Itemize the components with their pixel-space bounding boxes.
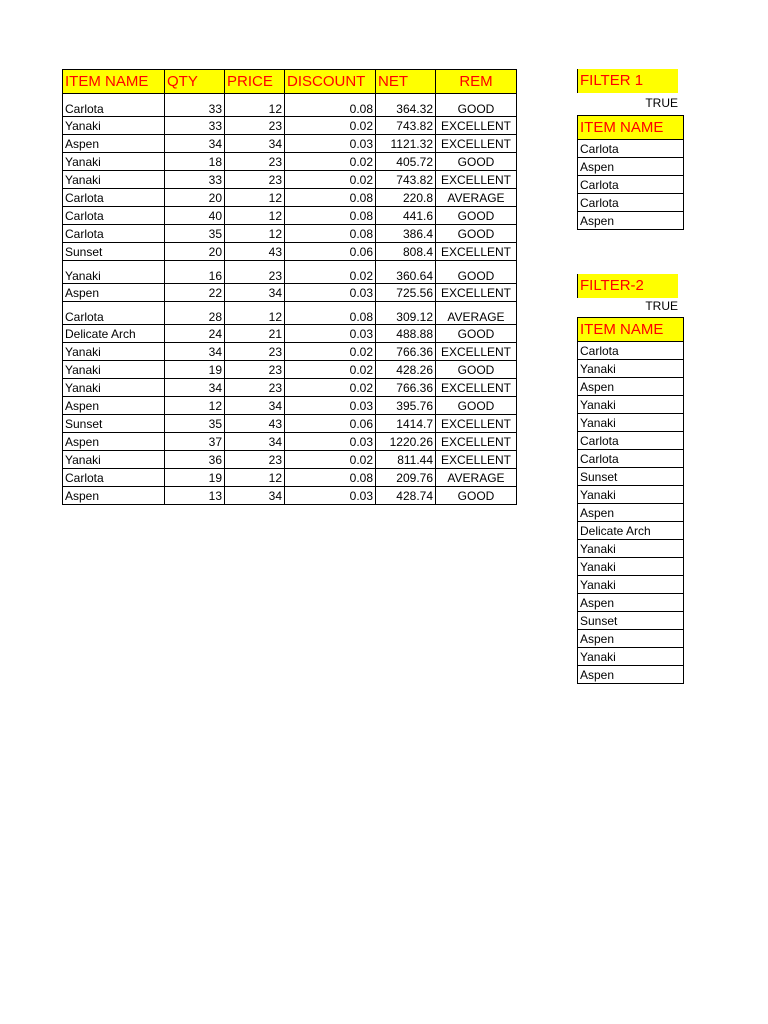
net-cell[interactable]: 1414.7 (376, 415, 436, 433)
discount-cell[interactable]: 0.02 (285, 343, 376, 361)
list-item (578, 522, 684, 540)
qty-cell[interactable]: 34 (165, 343, 225, 361)
filter1-item-cell[interactable]: Carlota (578, 176, 684, 194)
qty-cell[interactable]: 16 (165, 261, 225, 284)
filter2-title: FILTER-2 (577, 274, 678, 298)
list-item (578, 666, 684, 684)
price-cell[interactable]: 34 (225, 487, 285, 505)
qty-cell[interactable]: 34 (165, 379, 225, 397)
price-cell[interactable]: 23 (225, 361, 285, 379)
table-row (63, 243, 517, 261)
filter1-result-table (577, 115, 684, 230)
list-item (578, 432, 684, 450)
rem-cell[interactable]: GOOD (436, 261, 517, 284)
filter1-item-cell[interactable]: Aspen (578, 158, 684, 176)
price-cell[interactable]: 21 (225, 325, 285, 343)
discount-cell[interactable]: 0.03 (285, 284, 376, 302)
rem-cell[interactable]: AVERAGE (436, 189, 517, 207)
discount-cell[interactable]: 0.03 (285, 433, 376, 451)
list-item (578, 648, 684, 666)
table-row (63, 379, 517, 397)
list-item (578, 396, 684, 414)
item-name-cell[interactable]: Carlota (63, 302, 165, 325)
discount-header: DISCOUNT (285, 70, 376, 94)
discount-cell[interactable]: 0.03 (285, 135, 376, 153)
rem-cell[interactable]: EXCELLENT (436, 117, 517, 135)
net-cell[interactable]: 220.8 (376, 189, 436, 207)
filter1-item-name-header: ITEM NAME (578, 116, 684, 140)
qty-cell[interactable]: 40 (165, 207, 225, 225)
table-row (63, 415, 517, 433)
table-row (63, 225, 517, 243)
discount-cell[interactable]: 0.02 (285, 261, 376, 284)
filter2-item-cell[interactable]: Sunset (578, 468, 684, 486)
qty-cell[interactable]: 12 (165, 397, 225, 415)
rem-cell[interactable]: EXCELLENT (436, 284, 517, 302)
list-item (578, 342, 684, 360)
list-item (578, 194, 684, 212)
price-cell[interactable]: 23 (225, 343, 285, 361)
item-name-cell[interactable]: Yanaki (63, 379, 165, 397)
discount-cell[interactable]: 0.03 (285, 397, 376, 415)
item-name-cell[interactable]: Yanaki (63, 361, 165, 379)
table-row (63, 451, 517, 469)
price-cell[interactable]: 12 (225, 207, 285, 225)
discount-cell[interactable]: 0.02 (285, 117, 376, 135)
net-cell[interactable]: 743.82 (376, 171, 436, 189)
net-cell[interactable]: 395.76 (376, 397, 436, 415)
rem-header: REM (436, 70, 517, 94)
filter2-item-cell[interactable]: Aspen (578, 630, 684, 648)
table-row (63, 302, 517, 325)
price-cell[interactable]: 34 (225, 135, 285, 153)
item-name-cell[interactable]: Sunset (63, 243, 165, 261)
rem-cell[interactable]: AVERAGE (436, 302, 517, 325)
item-name-cell[interactable]: Carlota (63, 225, 165, 243)
rem-cell[interactable]: GOOD (436, 361, 517, 379)
rem-cell[interactable]: EXCELLENT (436, 171, 517, 189)
net-cell[interactable]: 766.36 (376, 379, 436, 397)
net-cell[interactable]: 1220.26 (376, 433, 436, 451)
rem-cell[interactable]: EXCELLENT (436, 415, 517, 433)
net-cell[interactable]: 811.44 (376, 451, 436, 469)
table-row (63, 361, 517, 379)
net-cell[interactable]: 360.64 (376, 261, 436, 284)
item-name-cell[interactable]: Aspen (63, 284, 165, 302)
filter1-item-cell[interactable]: Carlota (578, 140, 684, 158)
price-cell[interactable]: 12 (225, 189, 285, 207)
rem-cell[interactable]: EXCELLENT (436, 433, 517, 451)
rem-cell[interactable]: GOOD (436, 225, 517, 243)
discount-cell[interactable]: 0.08 (285, 189, 376, 207)
rem-cell[interactable]: GOOD (436, 487, 517, 505)
rem-cell[interactable]: AVERAGE (436, 469, 517, 487)
list-item (578, 486, 684, 504)
table-row (63, 189, 517, 207)
qty-cell[interactable]: 24 (165, 325, 225, 343)
table-row (63, 469, 517, 487)
price-cell[interactable]: 12 (225, 302, 285, 325)
price-cell[interactable]: 23 (225, 261, 285, 284)
qty-cell[interactable]: 36 (165, 451, 225, 469)
discount-cell[interactable]: 0.08 (285, 302, 376, 325)
price-cell[interactable]: 23 (225, 379, 285, 397)
price-cell[interactable]: 23 (225, 171, 285, 189)
discount-cell[interactable]: 0.02 (285, 153, 376, 171)
filter1-title: FILTER 1 (577, 69, 678, 93)
filter2-item-cell[interactable]: Aspen (578, 378, 684, 396)
filter2-item-name-header: ITEM NAME (578, 318, 684, 342)
list-item (578, 450, 684, 468)
qty-cell[interactable]: 20 (165, 189, 225, 207)
price-cell[interactable]: 43 (225, 243, 285, 261)
filter2-item-cell[interactable]: Aspen (578, 666, 684, 684)
net-cell[interactable]: 441.6 (376, 207, 436, 225)
price-cell[interactable]: 34 (225, 397, 285, 415)
table-row (63, 433, 517, 451)
rem-cell[interactable]: GOOD (436, 94, 517, 117)
table-row (63, 325, 517, 343)
filter1-header-row (578, 116, 684, 140)
discount-cell[interactable]: 0.03 (285, 487, 376, 505)
net-cell[interactable]: 428.26 (376, 361, 436, 379)
price-cell[interactable]: 12 (225, 94, 285, 117)
filter2-item-cell[interactable]: Aspen (578, 594, 684, 612)
item-name-cell[interactable]: Yanaki (63, 343, 165, 361)
qty-cell[interactable]: 28 (165, 302, 225, 325)
filter2-item-cell[interactable]: Yanaki (578, 396, 684, 414)
table-row (63, 171, 517, 189)
filter2-item-cell[interactable]: Carlota (578, 432, 684, 450)
item-name-cell[interactable]: Carlota (63, 469, 165, 487)
net-cell[interactable]: 1121.32 (376, 135, 436, 153)
table-row (63, 207, 517, 225)
list-item (578, 576, 684, 594)
discount-cell[interactable]: 0.06 (285, 415, 376, 433)
item-name-cell[interactable]: Carlota (63, 189, 165, 207)
qty-cell[interactable]: 35 (165, 415, 225, 433)
table-row (63, 261, 517, 284)
qty-cell[interactable]: 19 (165, 469, 225, 487)
filter2-item-cell[interactable]: Yanaki (578, 576, 684, 594)
filter2-item-cell[interactable]: Carlota (578, 342, 684, 360)
discount-cell[interactable]: 0.03 (285, 325, 376, 343)
discount-cell[interactable]: 0.02 (285, 451, 376, 469)
table-row (63, 135, 517, 153)
list-item (578, 378, 684, 396)
qty-cell[interactable]: 33 (165, 171, 225, 189)
price-cell[interactable]: 23 (225, 117, 285, 135)
qty-cell[interactable]: 33 (165, 117, 225, 135)
price-cell[interactable]: 34 (225, 433, 285, 451)
discount-cell[interactable]: 0.08 (285, 94, 376, 117)
item-name-cell[interactable]: Sunset (63, 415, 165, 433)
qty-header: QTY (165, 70, 225, 94)
discount-cell[interactable]: 0.02 (285, 379, 376, 397)
item-name-cell[interactable]: Yanaki (63, 451, 165, 469)
filter2-item-cell[interactable]: Yanaki (578, 540, 684, 558)
net-cell[interactable]: 405.72 (376, 153, 436, 171)
qty-cell[interactable]: 37 (165, 433, 225, 451)
filter2-item-cell[interactable]: Yanaki (578, 360, 684, 378)
discount-cell[interactable]: 0.08 (285, 225, 376, 243)
qty-cell[interactable]: 13 (165, 487, 225, 505)
table-row (63, 284, 517, 302)
qty-cell[interactable]: 19 (165, 361, 225, 379)
filter2-item-cell[interactable]: Yanaki (578, 414, 684, 432)
rem-cell[interactable]: EXCELLENT (436, 243, 517, 261)
price-cell[interactable]: 12 (225, 225, 285, 243)
list-item (578, 176, 684, 194)
qty-cell[interactable]: 33 (165, 94, 225, 117)
item-name-cell[interactable]: Aspen (63, 433, 165, 451)
net-cell[interactable]: 364.32 (376, 94, 436, 117)
item-name-cell[interactable]: Yanaki (63, 171, 165, 189)
price-cell[interactable]: 12 (225, 469, 285, 487)
table-row (63, 487, 517, 505)
rem-cell[interactable]: GOOD (436, 207, 517, 225)
rem-cell[interactable]: GOOD (436, 397, 517, 415)
item-table (62, 69, 517, 505)
item-name-cell[interactable]: Aspen (63, 135, 165, 153)
net-cell[interactable]: 766.36 (376, 343, 436, 361)
net-cell[interactable]: 725.56 (376, 284, 436, 302)
item-name-cell[interactable]: Carlota (63, 207, 165, 225)
header-row (63, 70, 517, 94)
price-cell[interactable]: 43 (225, 415, 285, 433)
filter2-item-cell[interactable]: Yanaki (578, 486, 684, 504)
rem-cell[interactable]: EXCELLENT (436, 451, 517, 469)
qty-cell[interactable]: 18 (165, 153, 225, 171)
net-cell[interactable]: 808.4 (376, 243, 436, 261)
filter2-item-cell[interactable]: Carlota (578, 450, 684, 468)
list-item (578, 360, 684, 378)
price-cell[interactable]: 23 (225, 451, 285, 469)
rem-cell[interactable]: GOOD (436, 153, 517, 171)
item-name-cell[interactable]: Delicate Arch (63, 325, 165, 343)
item-name-cell[interactable]: Aspen (63, 487, 165, 505)
list-item (578, 540, 684, 558)
item-name-cell[interactable]: Aspen (63, 397, 165, 415)
list-item (578, 630, 684, 648)
table-row (63, 94, 517, 117)
filter2-item-cell[interactable]: Aspen (578, 504, 684, 522)
table-row (63, 343, 517, 361)
qty-cell[interactable]: 20 (165, 243, 225, 261)
rem-cell[interactable]: EXCELLENT (436, 343, 517, 361)
item-name-cell[interactable]: Yanaki (63, 117, 165, 135)
qty-cell[interactable]: 35 (165, 225, 225, 243)
qty-cell[interactable]: 22 (165, 284, 225, 302)
table-row (63, 153, 517, 171)
item-name-cell[interactable]: Carlota (63, 94, 165, 117)
discount-cell[interactable]: 0.08 (285, 469, 376, 487)
list-item (578, 468, 684, 486)
filter2-result-table (577, 317, 684, 684)
discount-cell[interactable]: 0.06 (285, 243, 376, 261)
discount-cell[interactable]: 0.08 (285, 207, 376, 225)
net-cell[interactable]: 209.76 (376, 469, 436, 487)
list-item (578, 504, 684, 522)
price-cell[interactable]: 34 (225, 284, 285, 302)
list-item (578, 140, 684, 158)
filter1-criteria: TRUE (645, 96, 678, 110)
filter2-item-cell[interactable]: Delicate Arch (578, 522, 684, 540)
net-header: NET (376, 70, 436, 94)
filter1-item-cell[interactable]: Aspen (578, 212, 684, 230)
item-name-header: ITEM NAME (63, 70, 165, 94)
net-cell[interactable]: 743.82 (376, 117, 436, 135)
item-name-cell[interactable]: Yanaki (63, 261, 165, 284)
net-cell[interactable]: 386.4 (376, 225, 436, 243)
list-item (578, 594, 684, 612)
filter2-item-cell[interactable]: Sunset (578, 612, 684, 630)
rem-cell[interactable]: GOOD (436, 325, 517, 343)
list-item (578, 158, 684, 176)
filter2-item-cell[interactable]: Yanaki (578, 558, 684, 576)
list-item (578, 414, 684, 432)
table-row (63, 397, 517, 415)
list-item (578, 212, 684, 230)
filter2-criteria: TRUE (645, 299, 678, 313)
item-name-cell[interactable]: Yanaki (63, 153, 165, 171)
rem-cell[interactable]: EXCELLENT (436, 379, 517, 397)
filter2-header-row (578, 318, 684, 342)
filter1-item-cell[interactable]: Carlota (578, 194, 684, 212)
net-cell[interactable]: 488.88 (376, 325, 436, 343)
table-row (63, 117, 517, 135)
net-cell[interactable]: 309.12 (376, 302, 436, 325)
discount-cell[interactable]: 0.02 (285, 171, 376, 189)
net-cell[interactable]: 428.74 (376, 487, 436, 505)
list-item (578, 612, 684, 630)
list-item (578, 558, 684, 576)
rem-cell[interactable]: EXCELLENT (436, 135, 517, 153)
filter2-item-cell[interactable]: Yanaki (578, 648, 684, 666)
discount-cell[interactable]: 0.02 (285, 361, 376, 379)
price-header: PRICE (225, 70, 285, 94)
price-cell[interactable]: 23 (225, 153, 285, 171)
qty-cell[interactable]: 34 (165, 135, 225, 153)
